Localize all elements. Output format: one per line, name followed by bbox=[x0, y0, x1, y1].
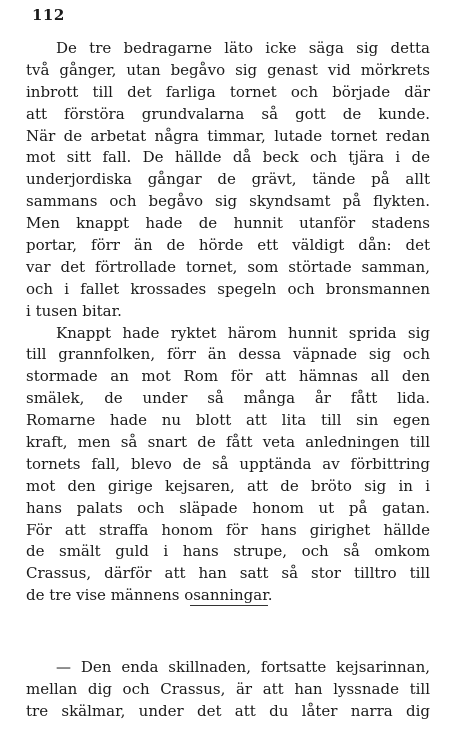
text-line: Knappt hade ryktet härom hunnit sprida sig bbox=[56, 323, 430, 342]
text-line: inbrott till det farliga tornet och började där bbox=[26, 82, 430, 101]
text-line: i tusen bitar. bbox=[26, 301, 122, 320]
main-text bbox=[26, 38, 430, 607]
text-line: mot sitt fall. De hällde då beck och tjära i de bbox=[26, 148, 430, 167]
text-line: mot den girige kejsaren, att de bröto sig in i bbox=[26, 476, 430, 495]
text-line: portar, förr än de hörde ett väldigt dån: det bbox=[26, 236, 430, 255]
text-line: tornets fall, blevo de så upptända av förbittring bbox=[26, 454, 430, 473]
text-line: underjordiska gångar de grävt, tände på allt bbox=[26, 170, 430, 189]
text-line: Crassus, därför att han satt så stor tilltro till bbox=[26, 564, 430, 583]
text-line: två gånger, utan begåvo sig genast vid mörkrets bbox=[26, 60, 430, 79]
text-line: De tre bedragarne läto icke säga sig detta bbox=[56, 39, 430, 57]
text-line: När de arbetat några timmar, lutade tornet redan bbox=[26, 126, 430, 145]
text-line: stormade an mot Rom för att hämnas all den bbox=[26, 367, 430, 386]
section-divider bbox=[190, 605, 268, 606]
paragraph bbox=[26, 38, 430, 323]
text-line: — Den enda skillnaden, fortsatte kejsarinnan, bbox=[56, 658, 430, 676]
text-line: tre skälmar, under det att du låter narra dig bbox=[26, 701, 430, 720]
text-line: hans palats och släpade honom ut på gatan. bbox=[26, 498, 430, 517]
text-line: till grannfolken, förr än dessa väpnade sig och bbox=[26, 345, 430, 364]
text-line: de smält guld i hans strupe, och så omkom bbox=[26, 542, 430, 561]
continuation-text bbox=[26, 657, 430, 723]
page-number: 112 bbox=[32, 6, 65, 24]
text-line: För att straffa honom för hans girighet hällde bbox=[26, 520, 430, 539]
text-line: mellan dig och Crassus, är att han lyssnade till bbox=[26, 679, 430, 698]
text-line: kraft, men så snart de fått veta anledningen till bbox=[26, 433, 430, 452]
text-line: sammans och begåvo sig skyndsamt på flykten. bbox=[26, 192, 430, 211]
text-line: smälek, de under så många år fått lida. bbox=[26, 389, 430, 408]
text-line: Romarne hade nu blott att lita till sin egen bbox=[26, 411, 430, 430]
paragraph bbox=[26, 323, 430, 608]
text-line: var det förtrollade tornet, som störtade samman, bbox=[26, 257, 430, 276]
text-line: att förstöra grundvalarna så gott de kunde. bbox=[26, 104, 430, 123]
text-line: de tre vise männens osanningar. bbox=[26, 586, 273, 605]
text-line: Men knappt hade de hunnit utanför stadens bbox=[26, 214, 430, 233]
text-line: och i fallet krossades spegeln och bronsmannen bbox=[26, 279, 430, 298]
